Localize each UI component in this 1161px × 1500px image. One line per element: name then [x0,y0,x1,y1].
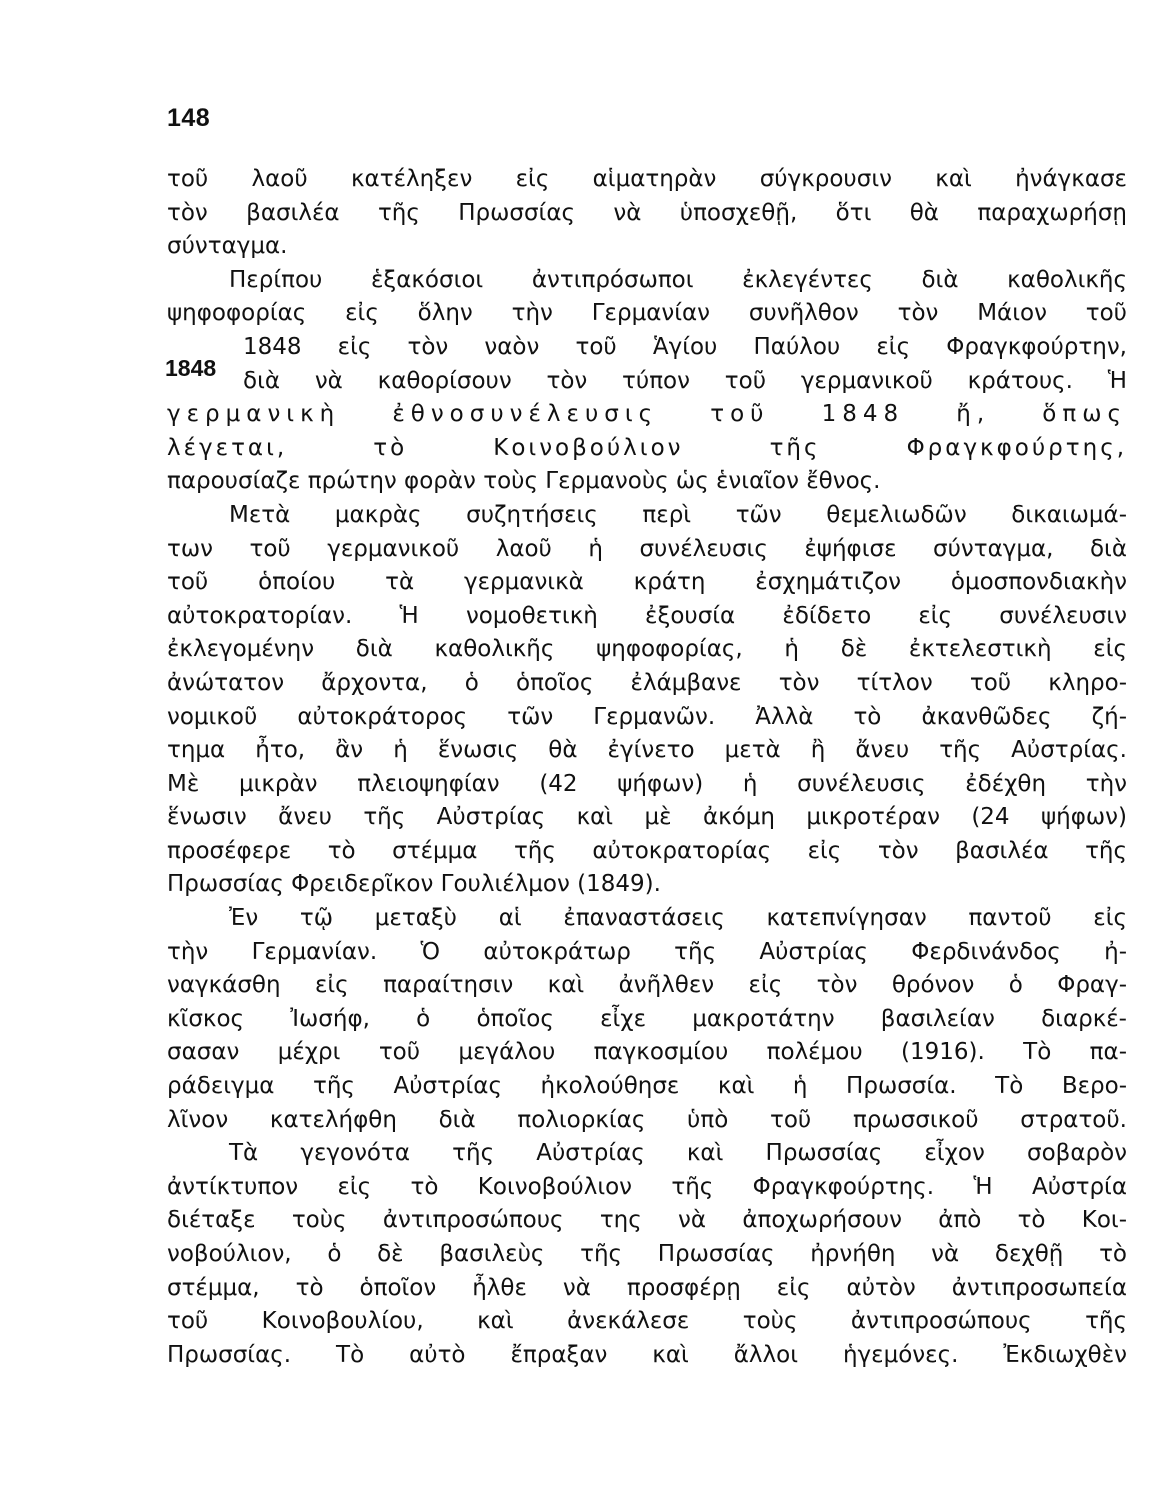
paragraph-start-line: Περίπου ἑξακόσιοι ἀντιπρόσωποι ἐκλεγέντες διὰ καθολικῆς [229,266,1127,293]
text-line: τοῦ Κοινοβουλίου, καὶ ἀνεκάλεσε τοὺς ἀντιπροσώπους τῆς [167,1308,1127,1335]
text-line: σασαν μέχρι τοῦ μεγάλου παγκοσμίου πολέμου (1916). Τὸ πα- [167,1039,1127,1066]
text-line: προσέφερε τὸ στέμμα τῆς αὐτοκρατορίας εἰς τὸν βασιλέα τῆς [167,837,1127,864]
text-line: τοῦ λαοῦ κατέληξεν εἰς αἱματηρὰν σύγκρουσιν καὶ ἠνάγκασε [167,166,1127,192]
text-line: στέμμα, τὸ ὁποῖον ἦλθε νὰ προσφέρῃ εἰς αὐτὸν ἀντιπροσωπεία [167,1274,1127,1301]
text-line: ράδειγμα τῆς Αὐστρίας ἠκολούθησε καὶ ἡ Πρωσσία. Τὸ Βερο- [167,1073,1127,1100]
text-line: τὸν βασιλέα τῆς Πρωσσίας νὰ ὑποσχεθῇ, ὅτι θὰ παραχωρήσῃ [167,199,1127,226]
text-line: διέταξε τοὺς ἀντιπροσώπους της νὰ ἀποχωρήσουν ἀπὸ τὸ Κοι- [167,1207,1127,1234]
text-line: Πρωσσίας. Τὸ αὐτὸ ἔπραξαν καὶ ἄλλοι ἡγεμόνες. Ἐκδιωχθὲν [167,1341,1127,1368]
paragraph-start-line: Τὰ γεγονότα τῆς Αὐστρίας καὶ Πρωσσίας εἶχον σοβαρὸν [229,1140,1127,1167]
text-line: λῖνον κατελήφθη διὰ πολιορκίας ὑπὸ τοῦ πρωσσικοῦ στρατοῦ. [167,1106,1127,1133]
paragraph-start-line: Ἐν τῷ μεταξὺ αἱ ἐπαναστάσεις κατεπνίγησαν παντοῦ εἰς [229,905,1127,932]
text-line: τὴν Γερμανίαν. Ὁ αὐτοκράτωρ τῆς Αὐστρίας Φερδινάνδος ἠ- [167,938,1127,965]
text-line: 1848 εἰς τὸν ναὸν τοῦ Ἁγίου Παύλου εἰς Φραγκφούρτην, [243,333,1127,360]
text-line: νοβούλιον, ὁ δὲ βασιλεὺς τῆς Πρωσσίας ἠρνήθη νὰ δεχθῇ τὸ [167,1241,1127,1267]
text-line: κῖσκος Ἰωσήφ, ὁ ὁποῖος εἶχε μακροτάτην βασιλείαν διαρκέ- [167,1005,1127,1032]
text-line: ἀνώτατον ἄρχοντα, ὁ ὁποῖος ἐλάμβανε τὸν τίτλον τοῦ κληρο- [167,669,1127,696]
text-line: ἕνωσιν ἄνευ τῆς Αὐστρίας καὶ μὲ ἀκόμη μικροτέραν (24 ψήφων) [167,804,1127,831]
text-line: ναγκάσθη εἰς παραίτησιν καὶ ἀνῆλθεν εἰς τὸν θρόνον ὁ Φραγ- [167,972,1127,999]
text-line: παρουσίαζε πρώτην φορὰν τοὺς Γερμανοὺς ὡς ἑνιαῖον ἔθνος. [167,468,881,495]
paragraph-start-line: Μετὰ μακρὰς συζητήσεις περὶ τῶν θεμελιωδῶν δικαιωμά- [229,501,1127,528]
body-text [167,163,1127,1372]
text-line: ἀντίκτυπον εἰς τὸ Κοινοβούλιον τῆς Φραγκφούρτης. Ἡ Αὐστρία [167,1173,1127,1200]
text-line: γερμανικὴ ἐθνοσυνέλευσις τοῦ 1848 ἤ, ὅπως [167,401,1127,428]
text-line: νομικοῦ αὐτοκράτορος τῶν Γερμανῶν. Ἀλλὰ τὸ ἀκανθῶδες ζή- [167,703,1127,730]
text-line: των τοῦ γερμανικοῦ λαοῦ ἡ συνέλευσις ἐψήφισε σύνταγμα, διὰ [167,535,1127,562]
text-line: αὐτοκρατορίαν. Ἡ νομοθετικὴ ἐξουσία ἐδίδετο εἰς συνέλευσιν [167,602,1127,629]
margin-note-year: 1848 [165,355,217,381]
text-line: ἐκλεγομένην διὰ καθολικῆς ψηφοφορίας, ἡ δὲ ἐκτελεστικὴ εἰς [167,636,1127,663]
text-line: ψηφοφορίας εἰς ὅλην τὴν Γερμανίαν συνῆλθον τὸν Μάιον τοῦ [167,300,1127,327]
text-line: διὰ νὰ καθορίσουν τὸν τύπον τοῦ γερμανικοῦ κράτους. Ἡ [243,367,1127,394]
text-line: τημα ἦτο, ἂν ἡ ἕνωσις θὰ ἐγίνετο μετὰ ἢ ἄνευ τῆς Αὐστρίας. [167,737,1127,764]
text-line: λέγεται, τὸ Κοινοβούλιον τῆς Φραγκφούρτης, [167,434,1127,461]
text-line: Πρωσσίας Φρειδερῖκον Γουλιέλμον (1849). [167,871,661,898]
text-line: τοῦ ὁποίου τὰ γερμανικὰ κράτη ἐσχημάτιζον ὁμοσπονδιακὴν [167,569,1127,596]
text-line: Μὲ μικρὰν πλειοψηφίαν (42 ψήφων) ἡ συνέλευσις ἐδέχθη τὴν [167,770,1127,797]
text-line: σύνταγμα. [167,233,288,260]
page-number: 148 [167,104,211,132]
